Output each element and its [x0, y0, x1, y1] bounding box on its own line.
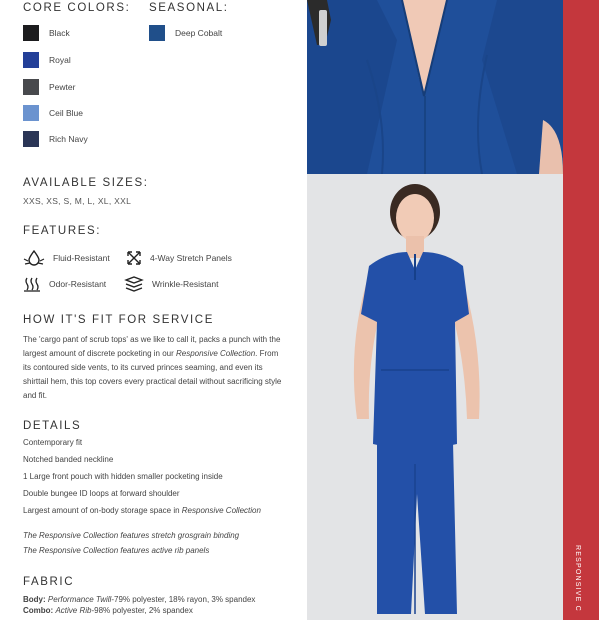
swatch-color — [23, 25, 39, 41]
swatch-black — [23, 24, 70, 42]
swatch-royal — [23, 51, 71, 69]
features-heading: FEATURES: — [23, 225, 102, 237]
swatch-deep-cobalt — [149, 24, 222, 42]
fluid-resistant-icon — [23, 250, 45, 266]
detail-item: Notched banded neckline — [23, 455, 114, 464]
fabric-body — [23, 595, 255, 604]
fabric-combo-composition: -98% polyester, 2% spandex — [91, 606, 193, 615]
fabric-body-label: Body: — [23, 595, 46, 604]
feature-fluid-resistant — [23, 250, 110, 266]
feature-label: Fluid-Resistant — [53, 253, 110, 263]
core-colors-heading: CORE COLORS: — [23, 2, 131, 14]
feature-4-way-stretch — [126, 250, 232, 266]
seasonal-heading: SEASONAL: — [149, 2, 229, 14]
feature-label: Odor-Resistant — [49, 279, 107, 289]
fabric-heading: FABRIC — [23, 576, 75, 588]
fit-description — [23, 333, 288, 403]
swatch-color — [23, 52, 39, 68]
feature-label: Wrinkle-Resistant — [152, 279, 219, 289]
swatch-pewter — [23, 78, 75, 96]
sizes-list: XXS, XS, S, M, L, XL, XXL — [23, 196, 132, 206]
fit-collection-name: Responsive Collection — [175, 349, 256, 358]
fabric-body-composition: -79% polyester, 18% rayon, 3% spandex — [111, 595, 256, 604]
fabric-combo-name: Active Rib — [55, 606, 92, 615]
swatch-color — [23, 79, 39, 95]
detail-note: The Responsive Collection features active rib panels — [23, 546, 210, 555]
swatch-label: Deep Cobalt — [175, 28, 223, 38]
feature-label: 4-Way Stretch Panels — [150, 253, 232, 263]
fit-text-part: . From its contoured side vents, to its curved princes seaming, and even its shirttail hem, this top covers every practical detail without sacrificing style and fit. — [23, 349, 282, 400]
swatch-label: Pewter — [49, 82, 76, 92]
detail-text: Largest amount of on-body storage space in — [23, 506, 182, 515]
feature-odor-resistant — [23, 276, 106, 292]
model-in-scrubs-illustration — [307, 174, 563, 620]
detail-item — [23, 506, 261, 515]
swatch-label: Rich Navy — [49, 134, 88, 144]
sizes-heading: AVAILABLE SIZES: — [23, 177, 149, 189]
swatch-label: Ceil Blue — [49, 108, 84, 118]
swatch-rich-navy — [23, 130, 88, 148]
odor-resistant-icon — [23, 276, 41, 292]
details-heading: DETAILS — [23, 420, 82, 432]
fit-text-part: The 'cargo pant of scrub tops' as we like to call it, packs a punch with the largest amount of discrete pocketing in our — [23, 335, 281, 358]
swatch-label: Black — [49, 28, 70, 38]
swatch-ceil-blue — [23, 104, 83, 122]
scrub-top-closeup-illustration — [307, 0, 563, 174]
product-closeup-photo — [307, 0, 563, 174]
fit-heading: HOW IT'S FIT FOR SERVICE — [23, 314, 214, 326]
swatch-color — [23, 105, 39, 121]
swatch-color — [23, 131, 39, 147]
detail-item: Double bungee ID loops at forward shoulder — [23, 489, 180, 498]
stretch-arrows-icon — [126, 250, 142, 266]
fabric-body-name: Performance Twill — [47, 595, 112, 604]
brand-sidebar-stripe — [563, 0, 599, 620]
detail-item: 1 Large front pouch with hidden smaller pocketing inside — [23, 472, 223, 481]
fabric-combo — [23, 606, 193, 615]
swatch-color — [149, 25, 165, 41]
feature-wrinkle-resistant — [124, 276, 218, 292]
fabric-combo-label: Combo: — [23, 606, 54, 615]
swatch-label: Royal — [49, 55, 71, 65]
model-full-body-photo — [307, 174, 563, 620]
brand-sidebar-text: RESPONSIVE C — [574, 545, 581, 612]
wrinkle-resistant-icon — [124, 276, 144, 292]
detail-note: The Responsive Collection features stretch grosgrain binding — [23, 531, 240, 540]
detail-collection-name: Responsive Collection — [181, 506, 261, 515]
detail-item: Contemporary fit — [23, 438, 83, 447]
